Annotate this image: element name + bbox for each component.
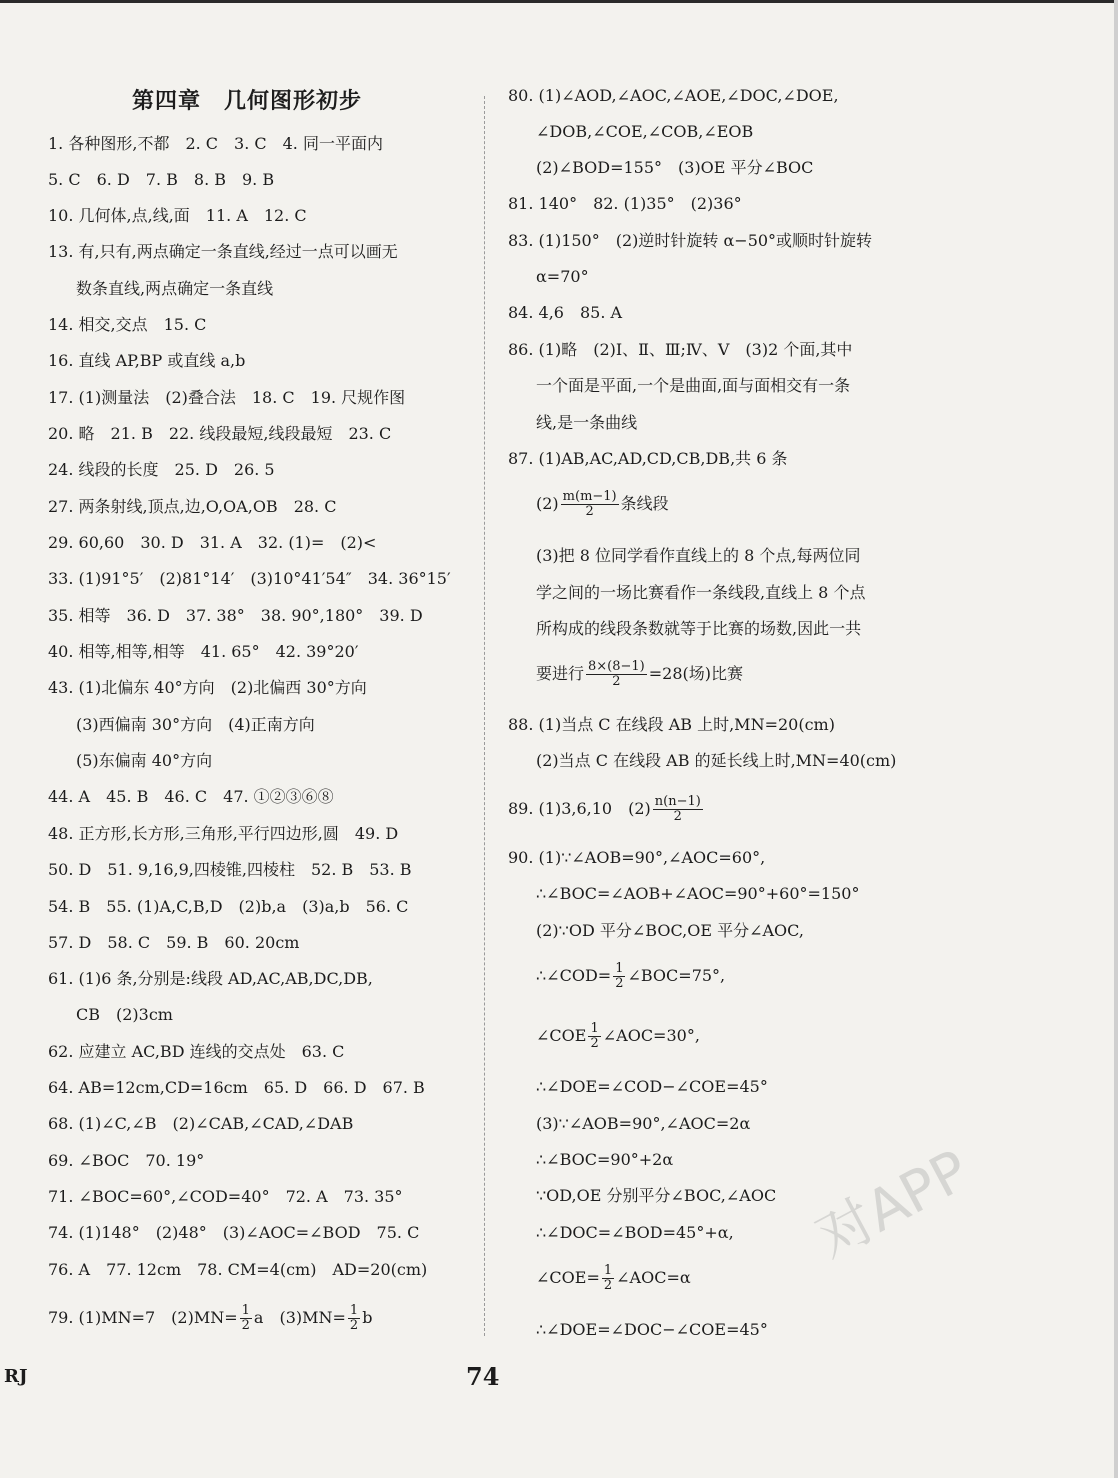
answer-line: (5)东偏南 40°方向	[76, 751, 213, 770]
answer-line: 69. ∠BOC 70. 19°	[48, 1151, 205, 1170]
answer-line: 81. 140° 82. (1)35° (2)36°	[508, 194, 742, 213]
answer-line: 84. 4,6 85. A	[508, 303, 623, 322]
answer-line: 71. ∠BOC=60°,∠COD=40° 72. A 73. 35°	[48, 1187, 403, 1206]
fraction: $\frac{1}{2}$	[590, 1021, 599, 1051]
answer-line: 50. D 51. 9,16,9,四棱锥,四棱柱 52. B 53. B	[48, 860, 412, 879]
fraction: $\frac{n(n-1)}{2}$	[654, 794, 701, 824]
fraction: $\frac{1}{2}$	[349, 1303, 359, 1333]
answer-line: 83. (1)150° (2)逆时针旋转 α−50°或顺时针旋转	[508, 231, 873, 250]
page-number: 74	[466, 1362, 500, 1391]
answer-line: (2)∠BOD=155° (3)OE 平分∠BOC	[536, 158, 814, 177]
answer-90-doe-final: ∴∠DOE=∠DOC−∠COE=45°	[536, 1320, 768, 1339]
answer-line: (3)西偏南 30°方向 (4)正南方向	[76, 715, 315, 734]
answer-line: (3)把 8 位同学看作直线上的 8 个点,每两位同	[536, 546, 861, 565]
answer-line: 44. A 45. B 46. C 47. ①②③⑥⑧	[48, 787, 334, 806]
chapter-title: 第四章 几何图形初步	[132, 88, 363, 114]
answer-90-cod: ∴∠COD= $\frac{1}{2}$ ∠BOC=75°,	[536, 961, 726, 991]
column-divider	[484, 96, 486, 1336]
answer-79-part2: a (3)MN=	[253, 1308, 346, 1327]
answer-line: 87. (1)AB,AC,AD,CD,CB,DB,共 6 条	[508, 449, 788, 468]
answer-line: 62. 应建立 AC,BD 连线的交点处 63. C	[48, 1042, 345, 1061]
answer-line: ∴∠DOE=∠COD−∠COE=45°	[536, 1077, 768, 1096]
answer-line: 64. AB=12cm,CD=16cm 65. D 66. D 67. B	[48, 1078, 425, 1097]
answer-line: 40. 相等,相等,相等 41. 65° 42. 39°20′	[48, 642, 359, 661]
answer-line: ∴∠DOC=∠BOD=45°+α,	[536, 1223, 734, 1242]
fraction: $\frac{1}{2}$	[241, 1303, 250, 1333]
answer-line: 13. 有,只有,两点确定一条直线,经过一点可以画无	[48, 242, 398, 261]
answer-line: 48. 正方形,长方形,三角形,平行四边形,圆 49. D	[48, 824, 399, 843]
answer-90-coe: ∠COE $\frac{1}{2}$ ∠AOC=30°,	[536, 1021, 700, 1051]
answer-line: 76. A 77. 12cm 78. CM=4(cm) AD=20(cm)	[48, 1260, 428, 1279]
page-edge	[1114, 0, 1118, 1478]
answer-line: 5. C 6. D 7. B 8. B 9. B	[48, 170, 275, 189]
answer-line: 一个面是平面,一个是曲面,面与面相交有一条	[536, 376, 851, 395]
fraction: $\frac{1}{2}$	[615, 961, 624, 991]
answer-79	[48, 1304, 372, 1333]
answer-line: 74. (1)148° (2)48° (3)∠AOC=∠BOD 75. C	[48, 1223, 420, 1242]
answer-line: 61. (1)6 条,分别是:线段 AD,AC,AB,DC,DB,	[48, 969, 373, 988]
answer-line: ∴∠BOC=∠AOB+∠AOC=90°+60°=150°	[536, 884, 860, 903]
answer-line: 所构成的线段条数就等于比赛的场数,因此一共	[536, 619, 862, 638]
edition-code: RJ	[4, 1366, 28, 1387]
answer-line: 54. B 55. (1)A,C,B,D (2)b,a (3)a,b 56. C	[48, 897, 409, 916]
answer-line: 86. (1)略 (2)Ⅰ、Ⅱ、Ⅲ;Ⅳ、Ⅴ (3)2 个面,其中	[508, 340, 853, 359]
answer-line: 20. 略 21. B 22. 线段最短,线段最短 23. C	[48, 424, 392, 443]
answer-line: 线,是一条曲线	[536, 413, 638, 432]
answer-line: 24. 线段的长度 25. D 26. 5	[48, 460, 275, 479]
answer-line: 17. (1)测量法 (2)叠合法 18. C 19. 尺规作图	[48, 388, 406, 407]
answer-line: CB (2)3cm	[76, 1005, 173, 1024]
answer-line: 29. 60,60 30. D 31. A 32. (1)= (2)<	[48, 533, 377, 552]
top-border	[0, 0, 1118, 3]
answer-line: 90. (1)∵∠AOB=90°,∠AOC=60°,	[508, 848, 766, 867]
watermark: 对APP	[806, 1137, 980, 1272]
answer-line: 1. 各种图形,不都 2. C 3. C 4. 同一平面内	[48, 134, 383, 153]
answer-line: 10. 几何体,点,线,面 11. A 12. C	[48, 206, 307, 225]
answer-line: ∵OD,OE 分别平分∠BOC,∠AOC	[536, 1186, 777, 1205]
answer-line: α=70°	[536, 267, 589, 286]
fraction: $\frac{8\times(8-1)}{2}$	[588, 659, 645, 689]
answer-90-coe-alpha: ∠COE= $\frac{1}{2}$ ∠AOC=α	[536, 1263, 691, 1293]
answer-line: 68. (1)∠C,∠B (2)∠CAB,∠CAD,∠DAB	[48, 1114, 354, 1133]
answer-line: (2)当点 C 在线段 AB 的延长线上时,MN=40(cm)	[536, 751, 897, 770]
answer-line: 16. 直线 AP,BP 或直线 a,b	[48, 351, 246, 370]
answer-79-part1: 79. (1)MN=7 (2)MN=	[48, 1308, 238, 1327]
answer-line: 88. (1)当点 C 在线段 AB 上时,MN=20(cm)	[508, 715, 835, 734]
answer-line: 43. (1)北偏东 40°方向 (2)北偏西 30°方向	[48, 678, 367, 697]
answer-87-3-result: 要进行 $\frac{8\times(8-1)}{2}$ =28(场)比赛	[536, 659, 744, 689]
answer-line: 35. 相等 36. D 37. 38° 38. 90°,180° 39. D	[48, 606, 423, 625]
answer-89: 89. (1)3,6,10 (2) $\frac{n(n-1)}{2}$	[508, 794, 701, 824]
answer-line: 数条直线,两点确定一条直线	[76, 279, 274, 298]
answer-line: 33. (1)91°5′ (2)81°14′ (3)10°41′54″ 34. 36°15′	[48, 569, 451, 588]
answer-line: (2)∵OD 平分∠BOC,OE 平分∠AOC,	[536, 921, 804, 940]
answer-line: 57. D 58. C 59. B 60. 20cm	[48, 933, 300, 952]
answer-79-part3: b	[362, 1308, 373, 1327]
answer-line: (3)∵∠AOB=90°,∠AOC=2α	[536, 1114, 751, 1133]
fraction: $\frac{1}{2}$	[603, 1263, 613, 1293]
answer-line: 27. 两条射线,顶点,边,O,OA,OB 28. C	[48, 497, 337, 516]
answer-line: 学之间的一场比赛看作一条线段,直线上 8 个点	[536, 583, 866, 602]
answer-line: 80. (1)∠AOD,∠AOC,∠AOE,∠DOC,∠DOE,	[508, 86, 839, 105]
answer-line: ∴∠BOC=90°+2α	[536, 1150, 674, 1169]
answer-87-2: (2) $\frac{m(m-1)}{2}$ 条线段	[536, 489, 669, 519]
fraction: $\frac{m(m-1)}{2}$	[562, 489, 617, 519]
answer-line: ∠DOB,∠COE,∠COB,∠EOB	[536, 122, 754, 141]
answer-line: 14. 相交,交点 15. C	[48, 315, 207, 334]
